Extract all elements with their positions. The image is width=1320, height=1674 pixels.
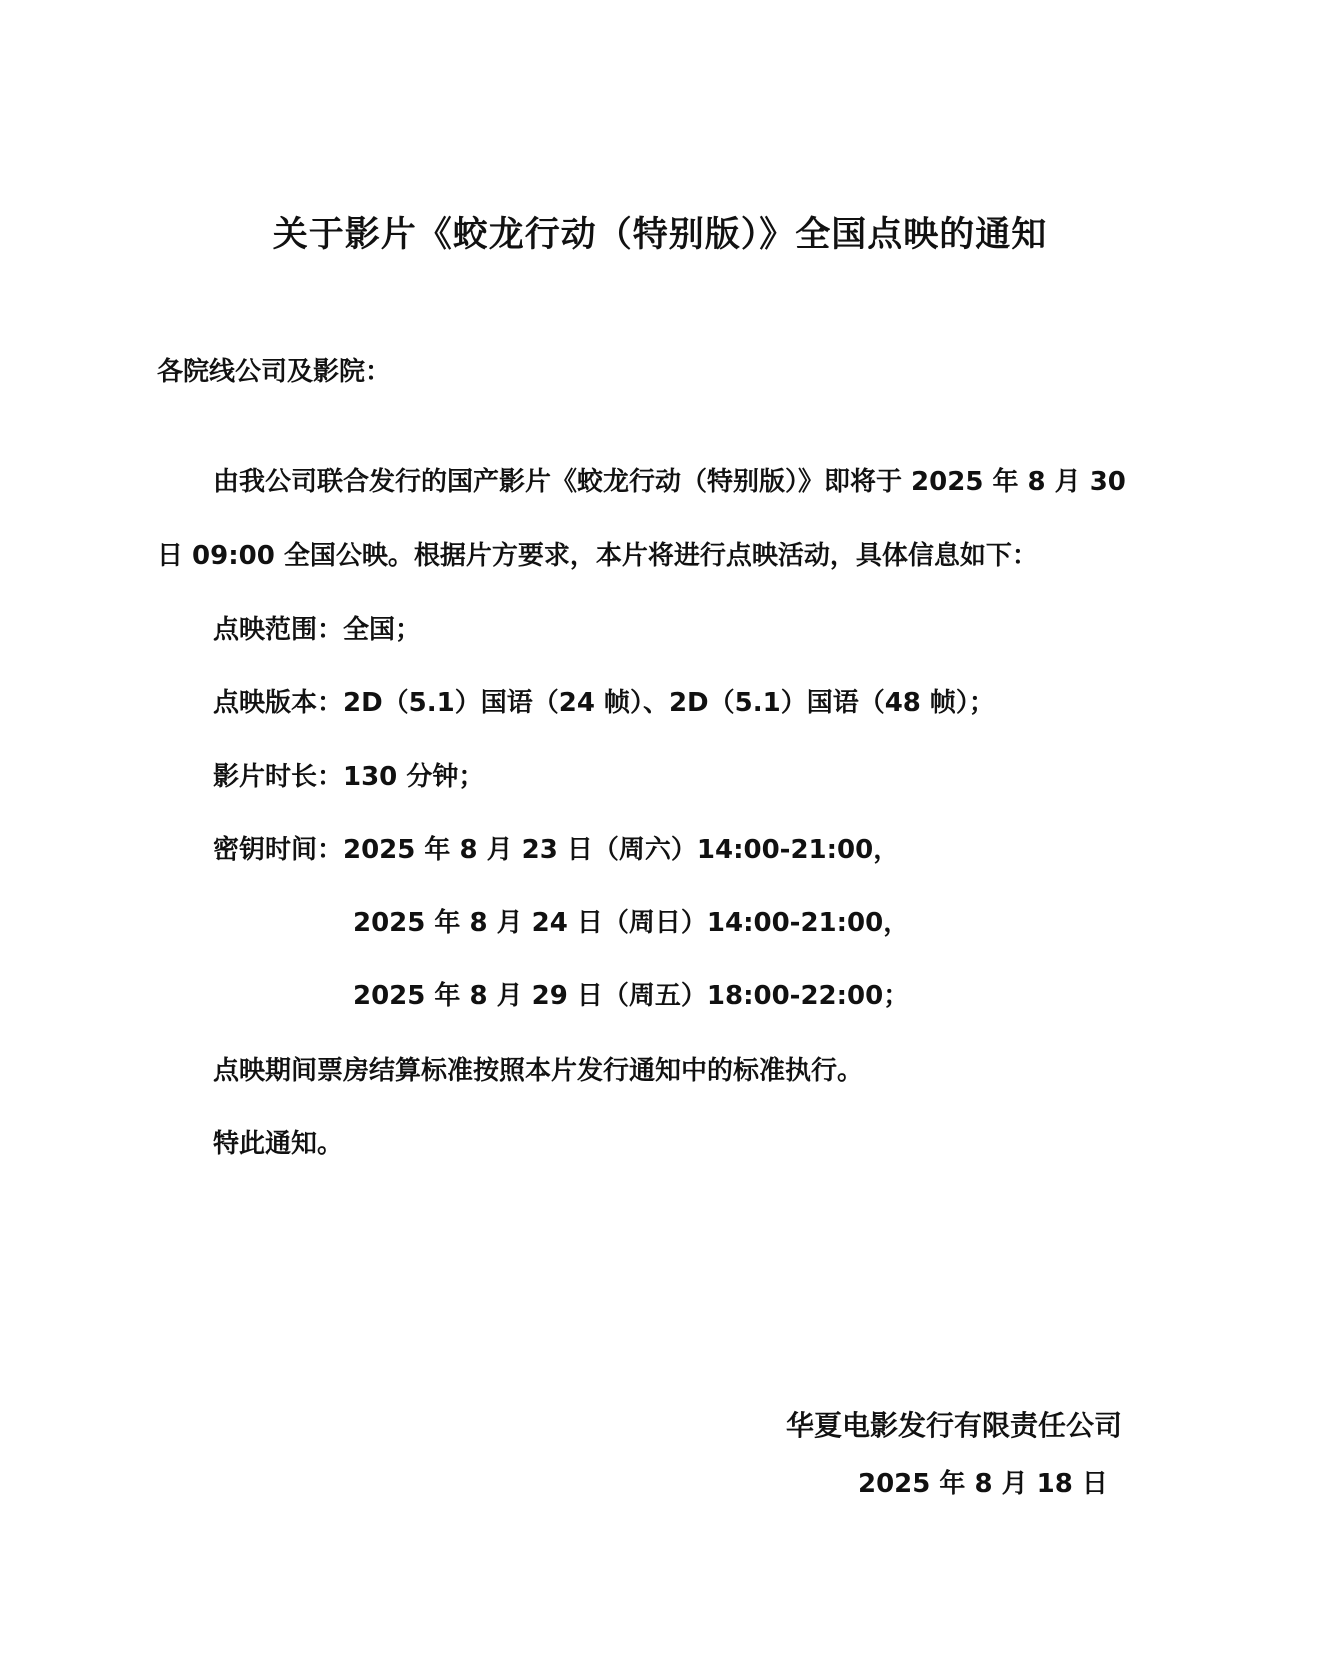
key-time-2: 2025 年 8 月 24 日（周日）14:00-21:00， xyxy=(353,908,910,938)
screening-scope: 点映范围：全国； xyxy=(213,615,422,645)
signature-company: 华夏电影发行有限责任公司 xyxy=(786,1409,1123,1442)
runtime: 影片时长：130 分钟； xyxy=(213,762,485,792)
key-time-1: 密钥时间：2025 年 8 月 23 日（周六）14:00-21:00， xyxy=(213,835,900,865)
settlement-note: 点映期间票房结算标准按照本片发行通知中的标准执行。 xyxy=(213,1056,864,1086)
key-time-3: 2025 年 8 月 29 日（周五）18:00-22:00； xyxy=(353,981,910,1011)
document-title: 关于影片《蛟龙行动（特别版）》全国点映的通知 xyxy=(272,215,1048,255)
body-paragraph-line-1: 由我公司联合发行的国产影片《蛟龙行动（特别版）》即将于 2025 年 8 月 30 xyxy=(213,467,1126,497)
closing-remark: 特此通知。 xyxy=(213,1129,344,1159)
salutation: 各院线公司及影院： xyxy=(157,357,392,387)
screening-version: 点映版本：2D（5.1）国语（24 帧）、2D（5.1）国语（48 帧）； xyxy=(213,688,995,718)
body-paragraph-line-2: 日 09:00 全国公映。根据片方要求，本片将进行点映活动，具体信息如下： xyxy=(157,541,1038,571)
signature-date: 2025 年 8 月 18 日 xyxy=(858,1469,1108,1499)
